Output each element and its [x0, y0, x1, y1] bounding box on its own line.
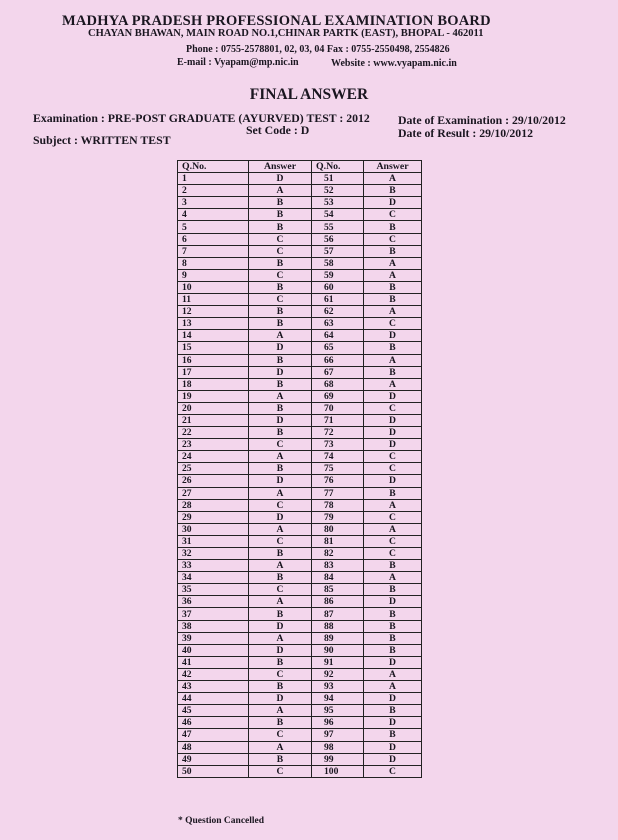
qno-cell: 92 — [312, 668, 364, 680]
answer-cell: A — [364, 523, 422, 535]
answer-cell: D — [249, 366, 312, 378]
answer-cell: D — [249, 173, 312, 185]
table-row — [178, 463, 422, 475]
answer-cell: A — [249, 185, 312, 197]
table-row — [178, 451, 422, 463]
answer-cell: D — [364, 596, 422, 608]
answer-cell: A — [249, 632, 312, 644]
answer-cell: D — [364, 330, 422, 342]
answer-cell: B — [364, 221, 422, 233]
answer-table-header — [178, 161, 422, 173]
answer-cell: A — [249, 560, 312, 572]
qno-cell: 97 — [312, 729, 364, 741]
answer-cell: B — [249, 209, 312, 221]
answer-cell: A — [364, 668, 422, 680]
qno-cell: 59 — [312, 269, 364, 281]
answer-cell: A — [249, 390, 312, 402]
qno-cell: 7 — [178, 245, 249, 257]
answer-cell: B — [364, 294, 422, 306]
table-row — [178, 596, 422, 608]
set-code: Set Code : D — [246, 123, 310, 137]
qno-cell: 29 — [178, 511, 249, 523]
qno-cell: 3 — [178, 197, 249, 209]
examination-line: Examination : PRE-POST GRADUATE (AYURVED) TEST : 2012 — [33, 111, 370, 125]
qno-cell: 73 — [312, 439, 364, 451]
table-row — [178, 269, 422, 281]
table-row — [178, 729, 422, 741]
qno-cell: 53 — [312, 197, 364, 209]
qno-cell: 60 — [312, 281, 364, 293]
qno-cell: 8 — [178, 257, 249, 269]
qno-cell: 28 — [178, 499, 249, 511]
qno-cell: 70 — [312, 402, 364, 414]
answer-cell: C — [249, 233, 312, 245]
table-row — [178, 257, 422, 269]
answer-cell: B — [249, 221, 312, 233]
qno-cell: 13 — [178, 318, 249, 330]
answer-cell: B — [249, 378, 312, 390]
date-of-result: Date of Result : 29/10/2012 — [398, 126, 533, 140]
answer-cell: A — [249, 705, 312, 717]
answer-cell: B — [249, 572, 312, 584]
answer-cell: B — [364, 632, 422, 644]
qno-cell: 17 — [178, 366, 249, 378]
answer-table — [177, 160, 422, 778]
table-row — [178, 681, 422, 693]
qno-cell: 39 — [178, 632, 249, 644]
table-row — [178, 294, 422, 306]
table-row — [178, 511, 422, 523]
answer-cell: C — [364, 209, 422, 221]
table-row — [178, 233, 422, 245]
answer-cell: A — [364, 306, 422, 318]
answer-table-body — [178, 173, 422, 778]
qno-cell: 50 — [178, 765, 249, 777]
answer-cell: B — [364, 620, 422, 632]
answer-cell: B — [364, 366, 422, 378]
table-row — [178, 535, 422, 547]
qno-cell: 69 — [312, 390, 364, 402]
qno-cell: 4 — [178, 209, 249, 221]
qno-cell: 75 — [312, 463, 364, 475]
table-row — [178, 185, 422, 197]
table-row — [178, 306, 422, 318]
table-row — [178, 390, 422, 402]
table-row — [178, 366, 422, 378]
qno-cell: 96 — [312, 717, 364, 729]
qno-cell: 95 — [312, 705, 364, 717]
answer-cell: D — [249, 342, 312, 354]
qno-cell: 99 — [312, 753, 364, 765]
qno-cell: 52 — [312, 185, 364, 197]
answer-cell: C — [364, 511, 422, 523]
answer-cell: B — [364, 281, 422, 293]
table-row — [178, 499, 422, 511]
answer-cell: A — [249, 596, 312, 608]
qno-cell: 15 — [178, 342, 249, 354]
answer-cell: B — [364, 342, 422, 354]
answer-cell: A — [364, 173, 422, 185]
table-row — [178, 318, 422, 330]
answer-cell: D — [249, 414, 312, 426]
organization-name: MADHYA PRADESH PROFESSIONAL EXAMINATION BOARD — [62, 13, 491, 29]
qno-cell: 37 — [178, 608, 249, 620]
qno-cell: 27 — [178, 487, 249, 499]
col-header-answer-left: Answer — [249, 161, 312, 173]
answer-cell: C — [364, 451, 422, 463]
table-row — [178, 584, 422, 596]
qno-cell: 38 — [178, 620, 249, 632]
answer-cell: D — [364, 753, 422, 765]
answer-cell: C — [364, 535, 422, 547]
table-row — [178, 378, 422, 390]
answer-cell: B — [249, 354, 312, 366]
qno-cell: 9 — [178, 269, 249, 281]
answer-cell: A — [249, 523, 312, 535]
qno-cell: 88 — [312, 620, 364, 632]
answer-cell: C — [249, 765, 312, 777]
table-row — [178, 414, 422, 426]
answer-cell: B — [249, 548, 312, 560]
subject-line: Subject : WRITTEN TEST — [33, 133, 171, 147]
answer-cell: B — [249, 753, 312, 765]
answer-cell: C — [364, 463, 422, 475]
answer-cell: D — [364, 390, 422, 402]
table-row — [178, 620, 422, 632]
answer-cell: C — [249, 584, 312, 596]
page-title: FINAL ANSWER — [249, 86, 369, 103]
table-row — [178, 245, 422, 257]
qno-cell: 93 — [312, 681, 364, 693]
answer-cell: C — [364, 318, 422, 330]
qno-cell: 24 — [178, 451, 249, 463]
table-row — [178, 717, 422, 729]
table-row — [178, 668, 422, 680]
answer-cell: B — [249, 656, 312, 668]
qno-cell: 43 — [178, 681, 249, 693]
answer-cell: D — [364, 197, 422, 209]
answer-cell: B — [249, 197, 312, 209]
qno-cell: 5 — [178, 221, 249, 233]
answer-cell: B — [249, 306, 312, 318]
qno-cell: 26 — [178, 475, 249, 487]
qno-cell: 84 — [312, 572, 364, 584]
answer-cell: A — [364, 499, 422, 511]
answer-cell: B — [364, 487, 422, 499]
answer-cell: B — [249, 427, 312, 439]
qno-cell: 61 — [312, 294, 364, 306]
answer-cell: C — [249, 729, 312, 741]
table-row — [178, 173, 422, 185]
website: Website : www.vyapam.nic.in — [331, 58, 457, 69]
qno-cell: 100 — [312, 765, 364, 777]
answer-cell: B — [249, 717, 312, 729]
answer-cell: B — [364, 608, 422, 620]
table-row — [178, 644, 422, 656]
table-row — [178, 523, 422, 535]
qno-cell: 62 — [312, 306, 364, 318]
qno-cell: 85 — [312, 584, 364, 596]
qno-cell: 48 — [178, 741, 249, 753]
table-row — [178, 354, 422, 366]
qno-cell: 21 — [178, 414, 249, 426]
table-row — [178, 197, 422, 209]
qno-cell: 34 — [178, 572, 249, 584]
answer-cell: C — [249, 294, 312, 306]
qno-cell: 25 — [178, 463, 249, 475]
qno-cell: 10 — [178, 281, 249, 293]
qno-cell: 2 — [178, 185, 249, 197]
answer-cell: B — [249, 281, 312, 293]
qno-cell: 91 — [312, 656, 364, 668]
qno-cell: 47 — [178, 729, 249, 741]
answer-cell: C — [364, 548, 422, 560]
qno-cell: 94 — [312, 693, 364, 705]
table-row — [178, 656, 422, 668]
answer-cell: B — [249, 463, 312, 475]
qno-cell: 1 — [178, 173, 249, 185]
qno-cell: 81 — [312, 535, 364, 547]
qno-cell: 23 — [178, 439, 249, 451]
qno-cell: 44 — [178, 693, 249, 705]
qno-cell: 74 — [312, 451, 364, 463]
table-row — [178, 221, 422, 233]
qno-cell: 49 — [178, 753, 249, 765]
answer-cell: A — [364, 257, 422, 269]
qno-cell: 31 — [178, 535, 249, 547]
qno-cell: 83 — [312, 560, 364, 572]
answer-cell: A — [364, 572, 422, 584]
answer-cell: B — [249, 402, 312, 414]
answer-cell: D — [249, 620, 312, 632]
qno-cell: 11 — [178, 294, 249, 306]
table-row — [178, 330, 422, 342]
qno-cell: 72 — [312, 427, 364, 439]
answer-cell: A — [364, 269, 422, 281]
answer-cell: B — [364, 705, 422, 717]
answer-cell: C — [249, 245, 312, 257]
col-header-answer-right: Answer — [364, 161, 422, 173]
table-row — [178, 209, 422, 221]
qno-cell: 46 — [178, 717, 249, 729]
qno-cell: 98 — [312, 741, 364, 753]
table-row — [178, 548, 422, 560]
answer-cell: A — [364, 354, 422, 366]
table-row — [178, 608, 422, 620]
qno-cell: 90 — [312, 644, 364, 656]
answer-cell: B — [364, 644, 422, 656]
qno-cell: 89 — [312, 632, 364, 644]
email: E-mail : Vyapam@mp.nic.in — [177, 57, 299, 68]
answer-cell: A — [249, 330, 312, 342]
qno-cell: 80 — [312, 523, 364, 535]
table-row — [178, 572, 422, 584]
qno-cell: 65 — [312, 342, 364, 354]
answer-cell: C — [364, 765, 422, 777]
table-row — [178, 632, 422, 644]
qno-cell: 51 — [312, 173, 364, 185]
qno-cell: 82 — [312, 548, 364, 560]
qno-cell: 45 — [178, 705, 249, 717]
qno-cell: 14 — [178, 330, 249, 342]
answer-cell: C — [249, 499, 312, 511]
qno-cell: 42 — [178, 668, 249, 680]
answer-cell: D — [364, 427, 422, 439]
qno-cell: 71 — [312, 414, 364, 426]
answer-cell: B — [249, 257, 312, 269]
answer-cell: B — [364, 245, 422, 257]
col-header-qno-left: Q.No. — [178, 161, 249, 173]
answer-cell: A — [249, 487, 312, 499]
answer-cell: B — [249, 608, 312, 620]
answer-cell: B — [249, 318, 312, 330]
answer-cell: D — [364, 693, 422, 705]
qno-cell: 40 — [178, 644, 249, 656]
qno-cell: 30 — [178, 523, 249, 535]
qno-cell: 76 — [312, 475, 364, 487]
table-row — [178, 402, 422, 414]
qno-cell: 41 — [178, 656, 249, 668]
footnote: * Question Cancelled — [178, 816, 265, 826]
answer-cell: C — [249, 439, 312, 451]
qno-cell: 86 — [312, 596, 364, 608]
qno-cell: 79 — [312, 511, 364, 523]
organization-address: CHAYAN BHAWAN, MAIN ROAD NO.1,CHINAR PARTK (EAST), BHOPAL - 462011 — [88, 28, 484, 39]
answer-cell: A — [364, 378, 422, 390]
answer-cell: D — [249, 475, 312, 487]
qno-cell: 54 — [312, 209, 364, 221]
table-row — [178, 475, 422, 487]
qno-cell: 22 — [178, 427, 249, 439]
qno-cell: 55 — [312, 221, 364, 233]
answer-cell: C — [364, 233, 422, 245]
answer-cell: B — [364, 729, 422, 741]
answer-cell: B — [364, 560, 422, 572]
table-row — [178, 342, 422, 354]
qno-cell: 32 — [178, 548, 249, 560]
qno-cell: 35 — [178, 584, 249, 596]
answer-cell: D — [364, 414, 422, 426]
answer-cell: D — [364, 475, 422, 487]
table-row — [178, 765, 422, 777]
table-row — [178, 281, 422, 293]
table-row — [178, 487, 422, 499]
answer-cell: A — [364, 681, 422, 693]
answer-cell: D — [249, 511, 312, 523]
answer-cell: C — [249, 535, 312, 547]
table-row — [178, 427, 422, 439]
answer-cell: B — [364, 584, 422, 596]
qno-cell: 12 — [178, 306, 249, 318]
qno-cell: 78 — [312, 499, 364, 511]
qno-cell: 6 — [178, 233, 249, 245]
qno-cell: 63 — [312, 318, 364, 330]
qno-cell: 33 — [178, 560, 249, 572]
answer-cell: C — [249, 668, 312, 680]
answer-cell: D — [364, 741, 422, 753]
qno-cell: 16 — [178, 354, 249, 366]
answer-cell: A — [249, 451, 312, 463]
answer-cell: A — [249, 741, 312, 753]
table-row — [178, 439, 422, 451]
answer-cell: C — [364, 402, 422, 414]
table-row — [178, 560, 422, 572]
col-header-qno-right: Q.No. — [312, 161, 364, 173]
qno-cell: 57 — [312, 245, 364, 257]
qno-cell: 56 — [312, 233, 364, 245]
qno-cell: 67 — [312, 366, 364, 378]
answer-cell: D — [364, 717, 422, 729]
qno-cell: 68 — [312, 378, 364, 390]
qno-cell: 58 — [312, 257, 364, 269]
qno-cell: 20 — [178, 402, 249, 414]
qno-cell: 19 — [178, 390, 249, 402]
answer-cell: D — [249, 644, 312, 656]
qno-cell: 66 — [312, 354, 364, 366]
table-row — [178, 693, 422, 705]
qno-cell: 87 — [312, 608, 364, 620]
answer-cell: D — [249, 693, 312, 705]
table-row — [178, 705, 422, 717]
qno-cell: 77 — [312, 487, 364, 499]
answer-cell: B — [364, 185, 422, 197]
date-of-examination: Date of Examination : 29/10/2012 — [398, 113, 566, 127]
table-row — [178, 753, 422, 765]
answer-cell: D — [364, 439, 422, 451]
qno-cell: 64 — [312, 330, 364, 342]
qno-cell: 18 — [178, 378, 249, 390]
answer-cell: C — [249, 269, 312, 281]
table-row — [178, 741, 422, 753]
answer-cell: D — [364, 656, 422, 668]
phone-fax: Phone : 0755-2578801, 02, 03, 04 Fax : 0755-2550498, 2554826 — [186, 44, 450, 55]
qno-cell: 36 — [178, 596, 249, 608]
answer-cell: B — [249, 681, 312, 693]
